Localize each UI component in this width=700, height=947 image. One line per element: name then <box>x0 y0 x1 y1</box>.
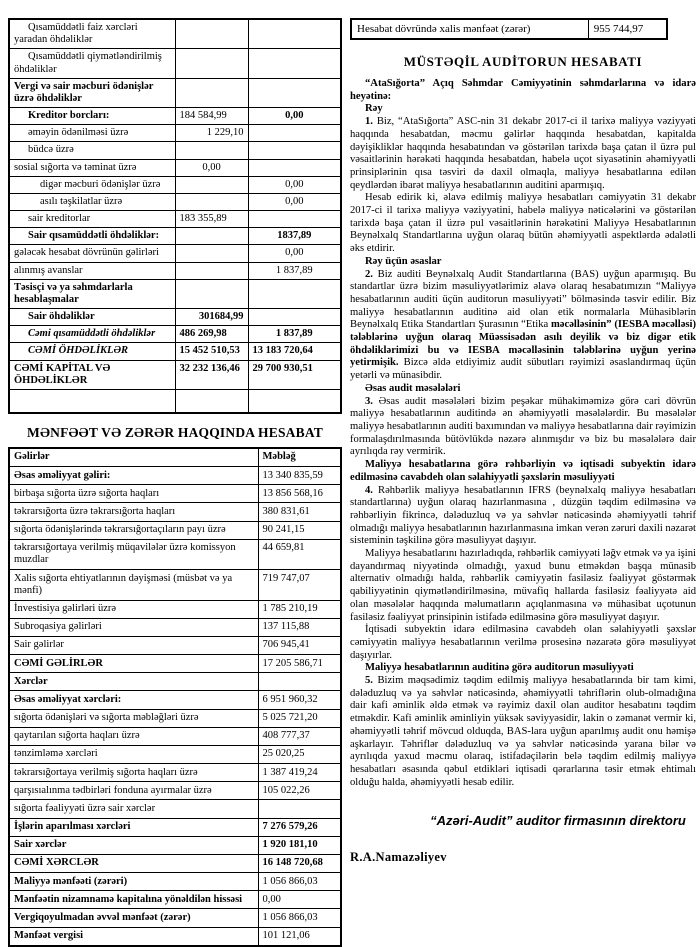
signature-director-name: R.A.Namazəliyev <box>350 850 447 865</box>
table-row <box>9 326 341 343</box>
row-value-col2: 0,00 <box>248 245 341 262</box>
row-value: 1 056 866,03 <box>258 909 341 927</box>
row-value-col1 <box>175 78 248 107</box>
table-row <box>9 108 341 125</box>
row-label: İşlərin aparılması xərcləri <box>9 818 258 836</box>
table-row <box>9 818 341 836</box>
row-value-col2 <box>248 389 341 413</box>
paragraph-text: “AtaSığorta” Açıq Səhmdar Cəmiyyətinin səhmdarlarına və idarə heyətinə: <box>350 78 696 102</box>
row-label: sığorta fəaliyyəti üzrə sair xərclər <box>9 800 258 818</box>
table-row <box>9 211 341 228</box>
row-value: 380 831,61 <box>258 503 341 521</box>
row-value: 90 241,15 <box>258 521 341 539</box>
row-label: Əsas əməliyyat gəliri: <box>9 467 258 485</box>
row-label: sosial sığorta və təminat üzrə <box>9 159 175 176</box>
table-row <box>9 727 341 745</box>
table-row <box>9 78 341 107</box>
row-label: asılı təşkilatlar üzrə <box>9 193 175 210</box>
column-header-income: Gəlirlər <box>9 448 258 467</box>
row-value-col2 <box>248 211 341 228</box>
table-row <box>9 909 341 927</box>
row-value-col2 <box>248 78 341 107</box>
row-value-col2 <box>248 49 341 78</box>
row-label: CƏMİ GƏLİRLƏR <box>9 655 258 673</box>
paragraph-text: İqtisadi subyektin idarə edilməsinə cavabdeh olan səlahiyyətli şəxslər cəmiyyətin maliyyə hesabatlarının verilmə prosesinə nəzarətə görə məsuliyyət daşıyırlar. <box>350 624 696 661</box>
paragraph-text: 3. <box>365 395 379 407</box>
table-row <box>9 521 341 539</box>
row-value: 137 115,88 <box>258 618 341 636</box>
row-label: Cəmi qısamüddətli öhdəliklər <box>9 326 175 343</box>
paragraph-text: Biz, “AtaSığorta” ASC-nin 31 dekabr 2017-ci il tarixə maliyyə vəziyyəti haqqında hesabatdan, məcmu gəlirlər haqqında hesabatdan, kapitalda dəyişikliklər haqqında hesabatından və göstərilən tarixdə başa çatan il üzrə pul vəsaitlərinin hərəkəti haqqında hesabatdan, habelə uçot siyasətinin əhəmiyyətli prinsiplərinin qısa təsviri də daxil olmaqla, maliyyə hesabatlarına edilən qeydlərdən ibarət maliyyə hesabatlarının auditini aparmışıq. <box>350 116 696 191</box>
row-label: Sair qısamüddətli öhdəliklər: <box>9 228 175 245</box>
row-value-col2: 0,00 <box>248 193 341 210</box>
row-label: təkrarsığortaya verilmiş müqavilələr üzrə komissyon muzdlar <box>9 539 258 569</box>
profit-loss-title: MƏNFƏƏT VƏ ZƏRƏR HAQQINDA HESABAT <box>27 424 323 440</box>
paragraph-text: məcəlləsinin” (IESBA məcəlləsi) tələblərinə uyğun olaraq Müəssisədən asılı deyilik və biz digər etik öhdəliklərimizi bu və IESBA məcəlləsinin tələblərinə uyğun yerinə yetirmişik. <box>350 319 696 369</box>
report-paragraph <box>350 78 696 103</box>
row-value-col1: 32 232 136,46 <box>175 360 248 389</box>
row-value-col1 <box>175 245 248 262</box>
row-value-col1: 183 355,89 <box>175 211 248 228</box>
audit-report-body <box>350 78 696 789</box>
row-label: CƏMİ XƏRCLƏR <box>9 854 258 872</box>
row-value-col1: 486 269,98 <box>175 326 248 343</box>
row-label: qarşısıalınma tədbirləri fonduna ayırmalar üzrə <box>9 782 258 800</box>
row-value: 1 387 419,24 <box>258 764 341 782</box>
row-value-col1: 184 584,99 <box>175 108 248 125</box>
paragraph-text: Bizim məqsədimiz təqdim edilmiş maliyyə hesabatlarında bir tam kimi, dələduzluq və ya səhvlər nəticəsində, əhəmiyyətli təhriflərin olub-olmadığına dair kafi əminlik əldə etmək və rəyimiz daxil olan auditor hesabatını təqdim etməkdir. Kafi əminlik əminliyin yüksək səviyyəsidir, lakin o zəmanət vermir ki, əhəmiyyətli təhrif mövcud olduqda, BAS-lara uyğun aparılmış audit onu həmişə aşkarlayır. Təhriflər dələduzluq və ya səhvlər nəticəsində yarana bilər və ayrılıqda yaxud məcmu olaraq, istifadəçilərin belə təqdim edilmiş maliyyə hesabatları əsasında qəbul etdikləri iqtisadi qərarlarına təsir etmək ehtimalı olduğu halda, əhəmiyyətli hesab edilir. <box>350 675 697 788</box>
row-label: gələcək hesabat dövrünün gəlirləri <box>9 245 175 262</box>
row-value: 408 777,37 <box>258 727 341 745</box>
row-value: 706 945,41 <box>258 636 341 654</box>
row-label: Mənfəətin nizamnamə kapitalına yönəldilən hissəsi <box>9 891 258 909</box>
profit-loss-table-body <box>9 448 341 467</box>
table-row <box>9 873 341 891</box>
report-paragraph <box>350 485 696 549</box>
row-value <box>258 673 341 691</box>
row-label: İnvestisiya gəlirləri üzrə <box>9 600 258 618</box>
table-row <box>9 49 341 78</box>
row-value-col1 <box>175 176 248 193</box>
row-label: Qısamüddətli faiz xərcləri yaradan öhdəliklər <box>9 19 175 49</box>
paragraph-text: Biz auditi Beynəlxalq Audit Standartlarına (BAS) uyğun aparmışıq. Bu standartlar üzrə bizim məsuliyyətlərimiz əlavə olaraq hesabatımızın “Maliyyə hesabatlarının auditi üçün auditorun məsuliyyəti” bölməsində təsvir edilir. Biz maliyyə hesabatlarının auditinə aid olan etik normalarla Mühasiblərin Beynəlxalq Etika Standartları Şurasının “Etika <box>350 268 697 331</box>
balance-liabilities-table <box>8 18 342 414</box>
row-value-col2 <box>248 19 341 49</box>
row-value: 6 951 960,32 <box>258 691 341 709</box>
row-label: Kreditor borcları: <box>9 108 175 125</box>
table-row <box>9 19 341 49</box>
row-label: qaytarılan sığorta haqları üzrə <box>9 727 258 745</box>
row-value: 1 056 866,03 <box>258 873 341 891</box>
row-label: Qısamüddətli qiymətləndirilmiş öhdəliklər <box>9 49 175 78</box>
table-row <box>9 836 341 854</box>
table-row <box>9 570 341 600</box>
report-paragraph <box>350 383 696 396</box>
row-value-col1: 1 229,10 <box>175 125 248 142</box>
table-row <box>9 245 341 262</box>
paragraph-text: Bizcə əldə etdiyimiz audit sübutları rəyimizi əsaslandırmaq üçün yetərli və münasibdir. <box>350 357 696 382</box>
table-row <box>9 262 341 279</box>
row-label: sığorta ödənişləri və sığorta məbləğləri üzrə <box>9 709 258 727</box>
table-row <box>351 19 667 39</box>
row-value: 5 025 721,20 <box>258 709 341 727</box>
balance-table-body <box>9 19 341 413</box>
row-label: Subroqasiya gəlirləri <box>9 618 258 636</box>
row-label: Sair gəlirlər <box>9 636 258 654</box>
row-value: 0,00 <box>258 891 341 909</box>
table-row <box>9 745 341 763</box>
report-paragraph <box>350 459 696 484</box>
table-row <box>9 891 341 909</box>
row-label: Mənfəət vergisi <box>9 927 258 946</box>
row-value-col2: 1 837,89 <box>248 326 341 343</box>
row-value-col2 <box>248 159 341 176</box>
table-row <box>9 655 341 673</box>
table-row <box>9 854 341 872</box>
table-row <box>9 159 341 176</box>
row-label: birbaşa sığorta üzrə sığorta haqları <box>9 485 258 503</box>
row-label: sair kreditorlar <box>9 211 175 228</box>
row-value-col2: 29 700 930,51 <box>248 360 341 389</box>
row-label: CƏMİ ÖHDƏLİKLƏR <box>9 343 175 360</box>
report-paragraph <box>350 675 696 789</box>
column-header-amount: Məbləğ <box>258 448 341 467</box>
profit-loss-table <box>8 447 342 947</box>
row-label: Vergiqoyulmadan əvvəl mənfəət (zərər) <box>9 909 258 927</box>
table-row <box>9 360 341 389</box>
row-label: Əsas əməliyyat xərcləri: <box>9 691 258 709</box>
paragraph-text: Maliyyə hesabatlarının auditinə görə auditorun məsuliyyəti <box>365 662 634 674</box>
row-label: Xərclər <box>9 673 258 691</box>
row-value-col1 <box>175 142 248 159</box>
row-label: büdcə üzrə <box>9 142 175 159</box>
table-row <box>9 467 341 485</box>
row-label: Vergi və sair məcburi ödənişlər üzrə öhdəliklər <box>9 78 175 107</box>
report-paragraph <box>350 662 696 675</box>
profit-loss-rows <box>9 467 341 946</box>
row-label: sığorta ödənişlərində təkrarsığortaçıların payı üzrə <box>9 521 258 539</box>
table-row <box>9 539 341 569</box>
table-header-row <box>9 448 341 467</box>
signature-firm-line: “Azəri-Audit” auditor firmasının direktoru <box>430 813 686 829</box>
row-value-col1: 15 452 510,53 <box>175 343 248 360</box>
table-row <box>9 600 341 618</box>
row-value-col2 <box>248 125 341 142</box>
table-row <box>9 782 341 800</box>
row-value: 17 205 586,71 <box>258 655 341 673</box>
row-value: 44 659,81 <box>258 539 341 569</box>
table-row <box>9 673 341 691</box>
paragraph-text: Rəy <box>365 103 383 115</box>
row-label: CƏMİ KAPİTAL VƏ ÖHDƏLİKLƏR <box>9 360 175 389</box>
report-paragraph <box>350 192 696 256</box>
row-value-col1: 0,00 <box>175 159 248 176</box>
net-profit-value: 955 744,97 <box>588 19 667 39</box>
table-row <box>9 503 341 521</box>
row-value-col1 <box>175 262 248 279</box>
row-value-col2 <box>248 309 341 326</box>
audit-report-heading: MÜSTƏQİL AUDİTORUN HESABATI <box>403 54 643 69</box>
row-value-col1 <box>175 49 248 78</box>
table-row <box>9 343 341 360</box>
row-label: Sair öhdəliklər <box>9 309 175 326</box>
row-value-col1 <box>175 19 248 49</box>
row-value: 101 121,06 <box>258 927 341 946</box>
row-label: Maliyyə mənfəəti (zərəri) <box>9 873 258 891</box>
table-row <box>9 279 341 308</box>
row-label: Xalis sığorta ehtiyatlarının dəyişməsi (müsbət və ya mənfi) <box>9 570 258 600</box>
paragraph-text: 5. <box>365 675 378 687</box>
row-value-col1 <box>175 389 248 413</box>
row-value <box>258 800 341 818</box>
table-row <box>9 142 341 159</box>
table-row <box>9 485 341 503</box>
report-paragraph <box>350 624 696 662</box>
row-label: alınmış avanslar <box>9 262 175 279</box>
paragraph-text: Maliyyə hesabatlarını hazırladıqda, rəhbərlik cəmiyyəti ləğv etmək və ya işini dayandırmaq niyyətində olmadığı, yaxud bunu etməkdən başqa münasib alternativ olmadığı halda, rəhbərlik cəmiyyətin fasiləsiz fəaliyyət göstərmək qabiliyyətinin qiymətləndirilməsinə, müvafiq hallarda fasiləsiz fəaliyyətə aid olan məsələlər haqqında məlumatların açıqlanmasına və mühasibat uçotunun fasiləsiz fəaliyyət prinsipinin istifadə edilməsinə görə məsuliyyət daşıyır. <box>350 548 696 623</box>
row-value-col1 <box>175 279 248 308</box>
table-row <box>9 618 341 636</box>
row-label: əməyin ödənilməsi üzrə <box>9 125 175 142</box>
table-row <box>9 636 341 654</box>
report-paragraph <box>350 103 696 116</box>
paragraph-text: Əsas audit məsələləri bizim peşəkar mühakiməmizə görə cari dövrün maliyyə hesabatlarının auditində ən əhəmiyyətli məsələlərdir. Bu məsələlər maliyyə hesabatlarının auditi baxımından və maliyyə hesabatlarına dair rəyimizin formalaşdırılmasında bütövlükdə nəzərə alınmışdır və biz bu məsələlərə dair ayrılıqda rəy vermirik. <box>350 395 696 458</box>
row-value: 13 856 568,16 <box>258 485 341 503</box>
paragraph-text: 4. <box>365 484 378 496</box>
row-value: 16 148 720,68 <box>258 854 341 872</box>
row-label: tənzimləmə xərcləri <box>9 745 258 763</box>
row-value: 1 785 210,19 <box>258 600 341 618</box>
paragraph-text: 2. <box>365 268 378 280</box>
row-value: 1 920 181,10 <box>258 836 341 854</box>
row-value-col2: 1837,89 <box>248 228 341 245</box>
row-label: Təsisçi və ya səhmdarlarla hesablaşmalar <box>9 279 175 308</box>
report-paragraph <box>350 396 696 460</box>
table-row <box>9 309 341 326</box>
row-value-col2: 0,00 <box>248 108 341 125</box>
row-value: 7 276 579,26 <box>258 818 341 836</box>
paragraph-text: Rəy üçün əsaslar <box>365 255 442 267</box>
table-row <box>9 389 341 413</box>
report-paragraph <box>350 269 696 383</box>
report-paragraph <box>350 116 696 192</box>
report-paragraph <box>350 548 696 624</box>
row-value-col1 <box>175 193 248 210</box>
row-value: 719 747,07 <box>258 570 341 600</box>
row-label: digər məcburi ödənişlər üzrə <box>9 176 175 193</box>
row-value: 105 022,26 <box>258 782 341 800</box>
table-row <box>9 228 341 245</box>
table-row <box>9 927 341 946</box>
row-value-col2: 1 837,89 <box>248 262 341 279</box>
row-value-col2 <box>248 279 341 308</box>
row-label: Sair xərclər <box>9 836 258 854</box>
paragraph-text: Maliyyə hesabatlarına görə rəhbərliyin və iqtisadi subyektin idarə edilməsinə cavabdeh olan səlahiyyətli şəxslərin məsuliyyəti <box>350 459 696 483</box>
paragraph-text: 1. <box>365 116 377 128</box>
row-value-col2 <box>248 142 341 159</box>
row-label: təkrarsığortaya verilmiş sığorta haqları üzrə <box>9 764 258 782</box>
paragraph-text: Hesab edirik ki, əlavə edilmiş maliyyə hesabatları cəmiyyətin 31 dekabr 2017-ci il tarixə maliyyə vəziyyətini, habelə maliyyə nəticələrini və göstərilən tarixdə başa çatan il üzrə pul vəsaitlərinin hərəkətini Maliyyə Hesabatlarının Beynəlxalq Standartlarına uyğun olaraq bütün əhəmiyyətli aspektlərdə ədalətli əks etdirir. <box>350 192 696 255</box>
left-column <box>8 18 342 947</box>
row-value-col1 <box>175 228 248 245</box>
right-column <box>350 18 696 865</box>
net-profit-table <box>350 18 668 40</box>
row-value-col2: 0,00 <box>248 176 341 193</box>
table-row <box>9 800 341 818</box>
table-row <box>9 193 341 210</box>
row-value: 13 340 835,59 <box>258 467 341 485</box>
row-label: təkrarsığorta üzrə təkrarsığorta haqları <box>9 503 258 521</box>
table-row <box>9 176 341 193</box>
table-row <box>9 709 341 727</box>
row-value-col1: 301684,99 <box>175 309 248 326</box>
row-value: 25 020,25 <box>258 745 341 763</box>
row-label <box>9 389 175 413</box>
net-profit-label: Hesabat dövründə xalis mənfəət (zərər) <box>351 19 588 39</box>
table-row <box>9 691 341 709</box>
table-row <box>9 764 341 782</box>
report-paragraph <box>350 256 696 269</box>
paragraph-text: Əsas audit məsələləri <box>365 382 461 394</box>
table-row <box>9 125 341 142</box>
row-value-col2: 13 183 720,64 <box>248 343 341 360</box>
paragraph-text: Rəhbərlik maliyyə hesabatlarının IFRS (beynəlxalq maliyyə hesabatları standartlarına) uyğun olaraq hazırlanmasına , düzgün təqdim edilməsinə və rəhbərliyin fikrincə, dələduzluq və ya səhvlər nəticəsində əhəmiyyətli təhrif olmadığı maliyyə hesabatlarının hazırlanmasına imkan verən zəruri daxili nəzarət sisteminin təşkilinə görə məsuliyyət daşıyır. <box>350 484 696 547</box>
